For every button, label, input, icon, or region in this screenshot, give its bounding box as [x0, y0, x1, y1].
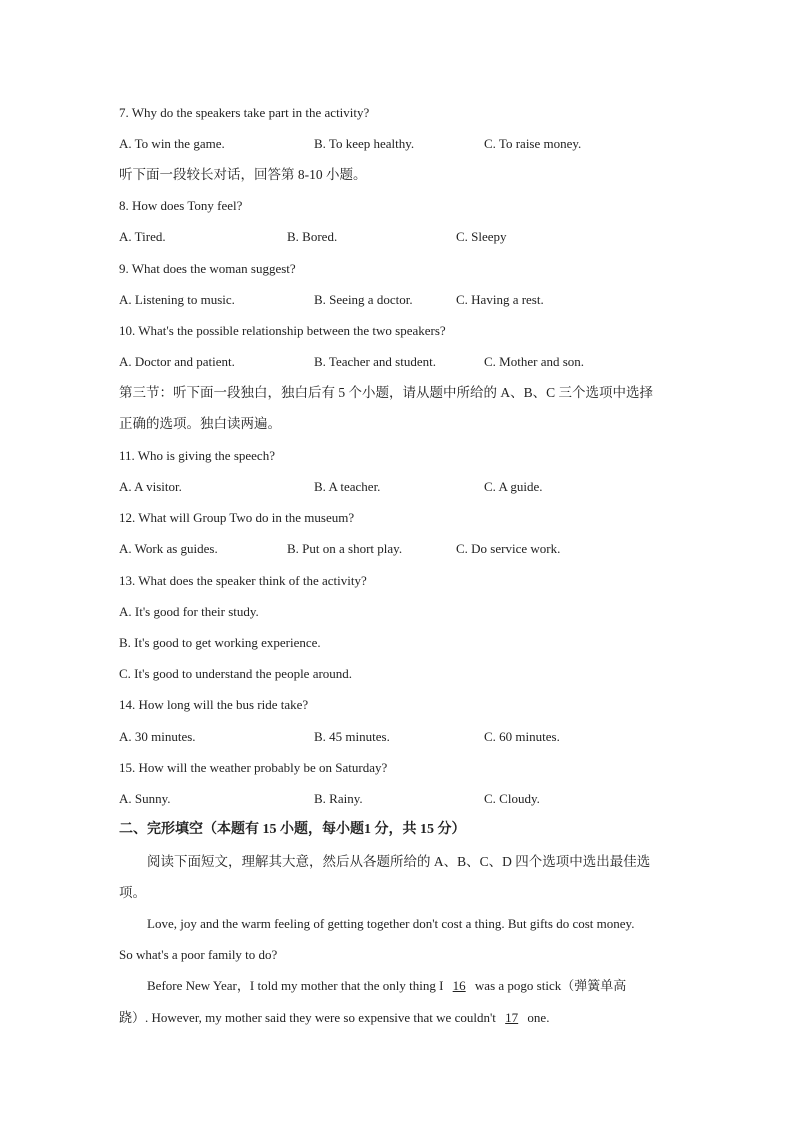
passage-text: Before New Year，I told my mother that the only thing I: [147, 978, 447, 993]
option-b: B. Seeing a doctor.: [314, 292, 413, 307]
question-stem: 7. Why do the speakers take part in the activity?: [119, 105, 370, 120]
question-stem: 14. How long will the bus ride take?: [119, 697, 309, 712]
passage-text: was a pogo stick（弹簧单高: [471, 978, 627, 993]
section-instruction: 听下面一段较长对话，回答第 8-10 小题。: [119, 167, 367, 182]
part2-title: 二、完形填空（本题有 15 小题，每小题1 分，共 15 分）: [119, 822, 466, 837]
passage-text: one.: [524, 1010, 550, 1025]
question-stem: 11. Who is giving the speech?: [119, 448, 275, 463]
option-c: C. To raise money.: [484, 136, 582, 151]
option-a: A. 30 minutes.: [119, 729, 196, 744]
option-a: A. A visitor.: [119, 479, 182, 494]
option-c: C. Do service work.: [456, 541, 561, 556]
question-stem: 13. What does the speaker think of the activity?: [119, 573, 367, 588]
option-b: B. Rainy.: [314, 791, 363, 806]
question-stem: 12. What will Group Two do in the museum?: [119, 510, 355, 525]
option-c: C. Mother and son.: [484, 354, 585, 369]
blank-17: 17: [505, 1010, 519, 1025]
passage-line: So what's a poor family to do?: [119, 947, 278, 962]
option-c: C. Having a rest.: [456, 292, 544, 307]
instruction-line: 正确的选项。独白读两遍。: [119, 416, 281, 431]
option-b: B. A teacher.: [314, 479, 381, 494]
passage-text: 跷）. However, my mother said they were so expensive that we couldn't: [119, 1010, 500, 1025]
option-b: B. It's good to get working experience.: [119, 635, 321, 650]
question-stem: 9. What does the woman suggest?: [119, 261, 296, 276]
instruction-line: 项。: [119, 885, 146, 900]
option-c: C. 60 minutes.: [484, 729, 560, 744]
option-a: A. Tired.: [119, 229, 166, 244]
option-c: C. Sleepy: [456, 229, 507, 244]
option-a: A. Doctor and patient.: [119, 354, 235, 369]
option-b: B. Teacher and student.: [314, 354, 436, 369]
passage-line: Love, joy and the warm feeling of getting together don't cost a thing. But gifts do cost money.: [147, 916, 635, 931]
option-a: A. Sunny.: [119, 791, 171, 806]
option-c: C. A guide.: [484, 479, 543, 494]
blank-16: 16: [452, 978, 466, 993]
instruction-line: 第三节：听下面一段独白，独白后有 5 个小题，请从题中所给的 A、B、C 三个选项中选择: [119, 385, 654, 400]
question-stem: 8. How does Tony feel?: [119, 198, 243, 213]
option-c: C. It's good to understand the people around.: [119, 666, 353, 681]
instruction-line: 阅读下面短文，理解其大意，然后从各题所给的 A、B、C、D 四个选项中选出最佳选: [147, 854, 651, 869]
option-b: B. Bored.: [287, 229, 338, 244]
question-stem: 15. How will the weather probably be on Saturday?: [119, 760, 388, 775]
option-c: C. Cloudy.: [484, 791, 540, 806]
option-a: A. To win the game.: [119, 136, 225, 151]
passage-line: [147, 977, 626, 995]
question-stem: 10. What's the possible relationship between the two speakers?: [119, 323, 446, 338]
option-b: B. To keep healthy.: [314, 136, 415, 151]
option-b: B. Put on a short play.: [287, 541, 403, 556]
option-a: A. Work as guides.: [119, 541, 218, 556]
passage-line: [119, 1009, 549, 1027]
option-a: A. Listening to music.: [119, 292, 235, 307]
option-b: B. 45 minutes.: [314, 729, 390, 744]
option-a: A. It's good for their study.: [119, 604, 259, 619]
